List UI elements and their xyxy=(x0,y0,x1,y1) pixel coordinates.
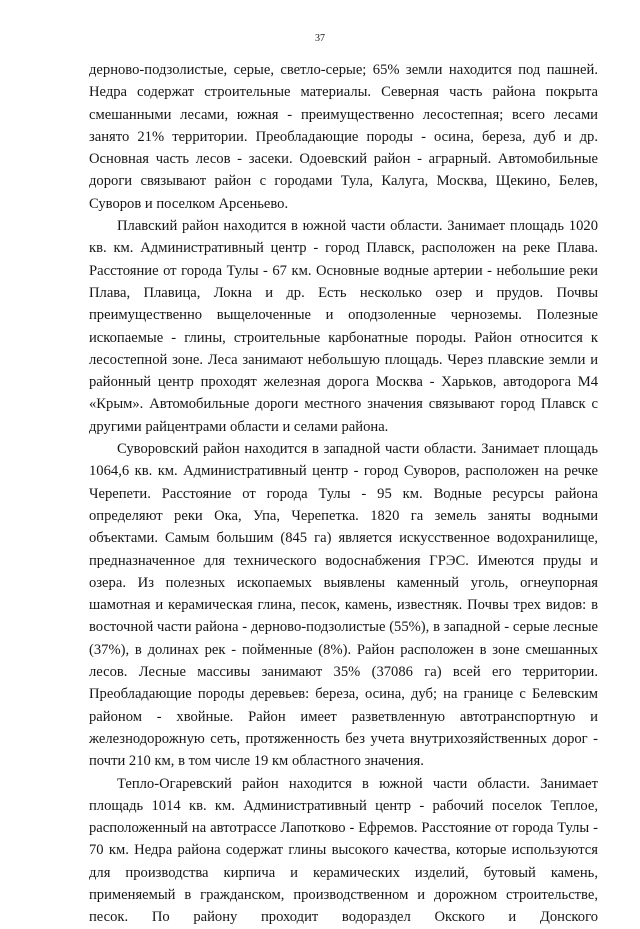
paragraph-teplo-ogarevsky-district: Тепло-Огаревский район находится в южной части области. Занимает площадь 1014 кв. км. Административный центр - рабочий поселок Теплое, расположенный на автотрассе Лапотково - Ефремов. Расстояние от города Тулы - 70 км. Недра района содержат глины высокого качества, которые используются для производства кирпича и керамических изделий, бутовый камень, применяемый в гражданском, производственном и дорожном строительстве, песок. По району проходит водораздел Окского и Донского xyxy=(89,775,598,926)
page-body xyxy=(89,59,598,929)
paragraph-suvorovsky-district: Суворовский район находится в западной части области. Занимает площадь 1064,6 кв. км. Административный центр - город Суворов, расположен на речке Черепети. Расстояние от города Тулы - 95 км. Водные ресурсы района определяют реки Ока, Упа, Черепетка. 1820 га земель заняты водными объектами. Самым большим (845 га) является искусственное водохранилище, предназначенное для технического водоснабжения ГРЭС. Имеются пруды и озера. Из полезных ископаемых выявлены каменный уголь, огнеупорная шамотная и керамическая глина, песок, камень, известняк. Почвы трех видов: в восточной части района - дерново-подзолистые (55%), в западной - серые лесные (37%), в долинах рек - пойменные (8%). Район расположен в зоне смешанных лесов. Лесные массивы занимают 35% (37086 га) всей его территории. Преобладающие породы деревьев: береза, осина, дуб; на границе с Белевским районом - хвойные. Район имеет разветвленную автотранспортную и железнодорожную сеть, протяженность без учета внутрихозяйственных дорог - почти 210 км, в том числе 19 км областного значения. xyxy=(89,441,598,770)
paragraph-odoevsky-continuation: дерново-подзолистые, серые, светло-серые; 65% земли находится под пашней. Недра содержат строительные материалы. Северная часть района покрыта смешанными лесами, южная - преимущественно лесостепная; всего лесами занято 21% территории. Преобладающие породы - осина, береза, дуб и др. Основная часть лесов - засеки. Одоевский район - аграрный. Автомобильные дороги связывают район с городами Тула, Калуга, Москва, Щекино, Белев, Суворов и поселком Арсеньево. xyxy=(89,62,598,212)
page-number: 37 xyxy=(315,33,325,44)
paragraph-plavsky-district: Плавский район находится в южной части области. Занимает площадь 1020 кв. км. Административный центр - город Плавск, расположен на реке Плава. Расстояние от города Тулы - 67 км. Основные водные артерии - небольшие реки Плава, Плавица, Локна и др. Есть несколько озер и прудов. Почвы преимущественно выщелоченные и оподзоленные черноземы. Полезные ископаемые - глины, строительные карбонатные породы. Район относится к лесостепной зоне. Леса занимают небольшую площадь. Через плавские земли и районный центр проходят железная дорога Москва - Харьков, автодорога М4 «Крым». Автомобильные дороги местного значения связывают город Плавск с другими райцентрами области и селами района. xyxy=(89,218,598,435)
